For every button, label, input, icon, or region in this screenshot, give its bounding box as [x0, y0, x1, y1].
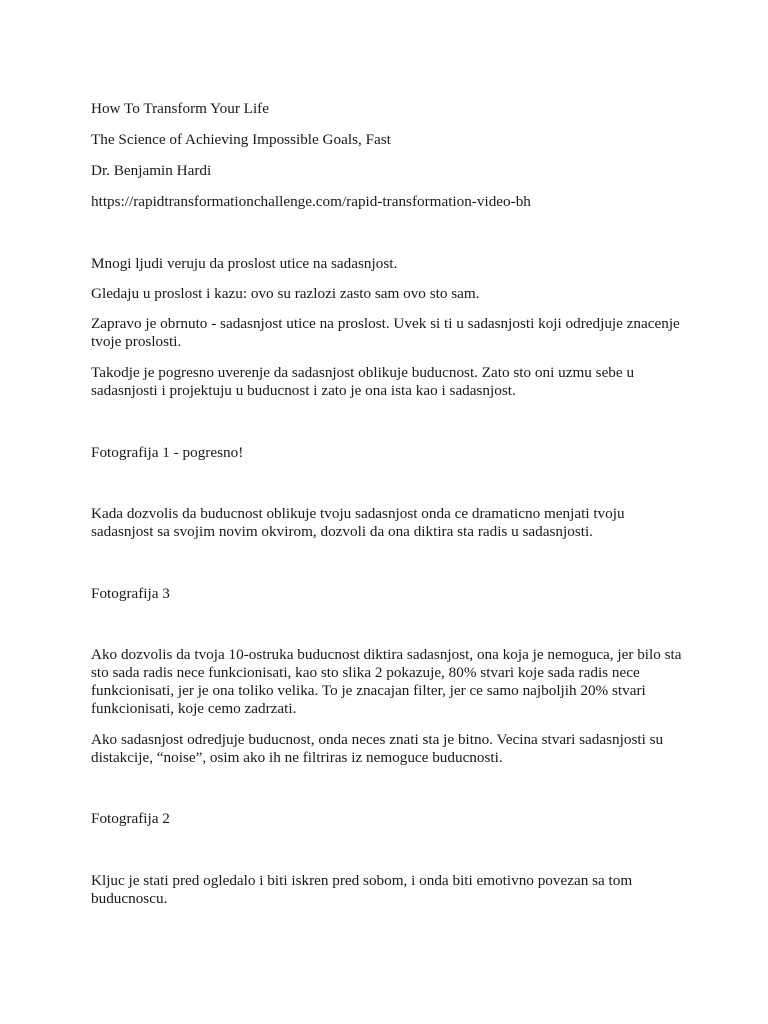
- photo-caption-1: Fotografija 1 - pogresno!: [91, 444, 244, 461]
- paragraph-line: sto sada radis nece funkcionisati, kao sto slika 2 pokazuje, 80% stvari koje sada radis nece: [91, 664, 640, 681]
- paragraph-line: distakcije, “noise”, osim ako ih ne filtriras iz nemoguce buducnosti.: [91, 749, 503, 766]
- document-title: How To Transform Your Life: [91, 100, 269, 117]
- photo-caption-2: Fotografija 2: [91, 810, 170, 827]
- photo-caption-3: Fotografija 3: [91, 585, 170, 602]
- paragraph: Mnogi ljudi veruju da proslost utice na sadasnjost.: [91, 255, 398, 272]
- paragraph: [91, 505, 691, 541]
- paragraph: Gledaju u proslost i kazu: ovo su razlozi zasto sam ovo sto sam.: [91, 285, 480, 302]
- paragraph-line: funkcionisati, koje cemo zadrzati.: [91, 700, 297, 717]
- document-subtitle: The Science of Achieving Impossible Goals, Fast: [91, 131, 391, 148]
- paragraph-line: buducnoscu.: [91, 890, 168, 907]
- paragraph-line: Zapravo je obrnuto - sadasnjost utice na proslost. Uvek si ti u sadasnjosti koji odredjuje znacenje: [91, 315, 680, 332]
- paragraph-line: Kljuc je stati pred ogledalo i biti iskren pred sobom, i onda biti emotivno povezan sa tom: [91, 872, 633, 889]
- source-url[interactable]: https://rapidtransformationchallenge.com/rapid-transformation-video-bh: [91, 193, 531, 210]
- paragraph: [91, 364, 691, 400]
- paragraph-line: Ako dozvolis da tvoja 10-ostruka buducnost diktira sadasnjost, ona koja je nemoguca, jer bilo sta: [91, 646, 682, 663]
- paragraph-line: Ako sadasnjost odredjuje buducnost, onda neces znati sta je bitno. Vecina stvari sadasnjosti su: [91, 731, 664, 748]
- paragraph-line: Takodje je pogresno uverenje da sadasnjost oblikuje buducnost. Zato sto oni uzmu sebe u: [91, 364, 635, 381]
- paragraph-line: tvoje proslosti.: [91, 333, 182, 350]
- paragraph: [91, 315, 691, 351]
- paragraph: [91, 872, 691, 908]
- paragraph-line: Kada dozvolis da buducnost oblikuje tvoju sadasnjost onda ce dramaticno menjati tvoju: [91, 505, 625, 522]
- paragraph-line: funkcionisati, jer je ona toliko velika. To je znacajan filter, jer ce samo najboljih 20% stvari: [91, 682, 646, 699]
- author-name: Dr. Benjamin Hardi: [91, 162, 212, 179]
- paragraph-line: sadasnjost sa svojim novim okvirom, dozvoli da ona diktira sta radis u sadasnjosti.: [91, 523, 593, 540]
- paragraph: [91, 646, 691, 718]
- paragraph-line: sadasnjosti i projektuju u buducnost i zato je ona ista kao i sadasnjost.: [91, 382, 516, 399]
- paragraph: [91, 731, 691, 767]
